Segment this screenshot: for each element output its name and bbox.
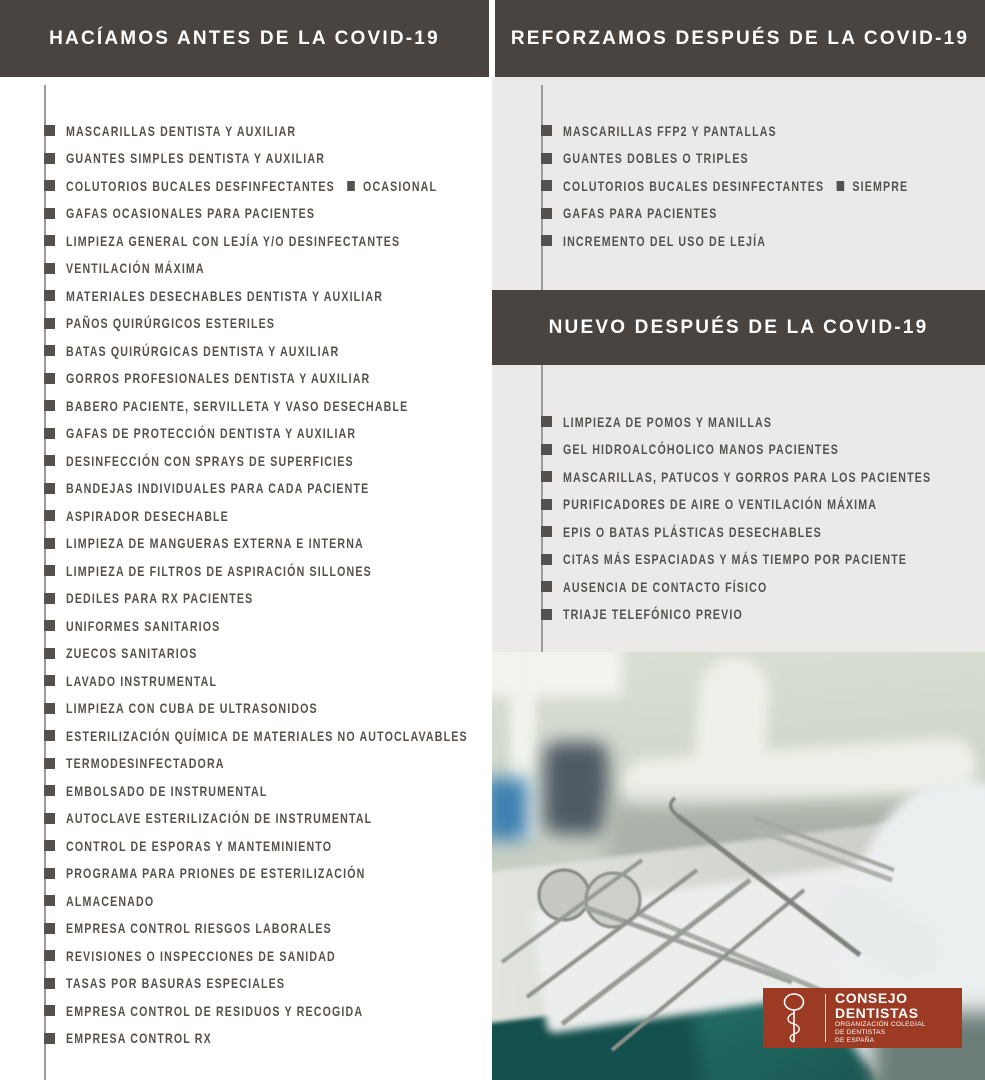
list-item-label: ZUECOS SANITARIOS [66, 645, 198, 662]
bullet-square-icon [44, 538, 55, 549]
list-item [541, 408, 985, 436]
list-item-label: MASCARILLAS, PATUCOS Y GORROS PARA LOS PACIENTES [563, 468, 932, 485]
list-item [44, 1025, 595, 1053]
header-new-label: NUEVO DESPUÉS DE LA COVID-19 [548, 316, 929, 338]
bullet-square-icon [44, 125, 55, 136]
list-item-label: EPIS O BATAS PLÁSTICAS DESECHABLES [563, 523, 822, 540]
header-new-after-covid [492, 290, 985, 365]
list-item [44, 392, 595, 420]
list-item-label: BATAS QUIRÚRGICAS DENTISTA Y AUXILIAR [66, 342, 340, 359]
list-item-label: EMPRESA CONTROL DE RESIDUOS Y RECOGIDA [66, 1002, 364, 1019]
list-item-label: GEL HIDROALCÓHOLICO MANOS PACIENTES [563, 441, 839, 458]
bullet-square-icon [44, 318, 55, 329]
bullet-square-icon [44, 153, 55, 164]
bullet-square-icon [44, 290, 55, 301]
list-item-label: GAFAS OCASIONALES PARA PACIENTES [66, 205, 316, 222]
bullet-square-icon [44, 400, 55, 411]
bullet-square-icon [541, 444, 552, 455]
list-item-label: COLUTORIOS BUCALES DESINFECTANTES [563, 177, 825, 194]
bullet-square-icon [44, 455, 55, 466]
bullet-square-icon [541, 153, 552, 164]
list-item [44, 475, 595, 503]
list-item-label: MASCARILLAS FFP2 Y PANTALLAS [563, 122, 777, 139]
reinforced-after-covid-list [541, 117, 985, 255]
frequency-tag [836, 178, 908, 194]
list-item [44, 970, 595, 998]
bullet-square-icon [44, 345, 55, 356]
list-item-label: LIMPIEZA DE POMOS Y MANILLAS [563, 413, 773, 430]
bullet-square-icon [44, 950, 55, 961]
list-item-label: GORROS PROFESIONALES DENTISTA Y AUXILIAR [66, 370, 371, 387]
list-item [541, 117, 985, 145]
list-item-label: TASAS POR BASURAS ESPECIALES [66, 975, 286, 992]
list-item-label: ASPIRADOR DESECHABLE [66, 507, 229, 524]
list-item [541, 573, 985, 601]
list-item-label: VENTILACIÓN MÁXIMA [66, 260, 205, 277]
list-item [541, 601, 985, 629]
bullet-square-icon [44, 703, 55, 714]
list-item [44, 805, 595, 833]
list-item-label: LIMPIEZA GENERAL CON LEJÍA Y/O DESINFECTANTES [66, 232, 401, 249]
logo-text [825, 990, 926, 1044]
frequency-tag [347, 178, 437, 194]
list-item-label: LIMPIEZA DE MANGUERAS EXTERNA E INTERNA [66, 535, 364, 552]
list-item [541, 436, 985, 464]
list-item [541, 463, 985, 491]
list-item-label: TRIAJE TELEFÓNICO PREVIO [563, 606, 743, 623]
bullet-square-icon [541, 581, 552, 592]
list-item [541, 227, 985, 255]
list-item-label: CITAS MÁS ESPACIADAS Y MÁS TIEMPO POR PACIENTE [563, 551, 908, 568]
list-item [44, 530, 595, 558]
list-item-label: CONTROL DE ESPORAS Y MANTEMINIENTO [66, 837, 333, 854]
list-item-label: COLUTORIOS BUCALES DESFINFECTANTES [66, 177, 335, 194]
list-item [541, 172, 985, 200]
new-after-covid-list [541, 408, 985, 628]
bullet-square-icon [541, 609, 552, 620]
before-covid-list [44, 117, 595, 1052]
list-item-label: LIMPIEZA CON CUBA DE ULTRASONIDOS [66, 700, 318, 717]
list-item [541, 491, 985, 519]
consejo-dentistas-logo [763, 988, 962, 1048]
list-item [541, 518, 985, 546]
list-item [44, 365, 595, 393]
list-item [44, 942, 595, 970]
list-item-label: TERMODESINFECTADORA [66, 755, 225, 772]
list-item-label: BANDEJAS INDIVIDUALES PARA CADA PACIENTE [66, 480, 370, 497]
list-item-label: DEDILES PARA RX PACIENTES [66, 590, 254, 607]
list-item [44, 915, 595, 943]
list-item [44, 502, 595, 530]
header-reinforced-after-covid [495, 0, 985, 77]
bullet-square-icon [44, 1033, 55, 1044]
list-item [44, 887, 595, 915]
list-item [44, 722, 595, 750]
bullet-square-icon [44, 895, 55, 906]
list-item [44, 172, 595, 200]
list-item-label: PAÑOS QUIRÚRGICOS ESTERILES [66, 315, 276, 332]
bullet-square-icon [541, 208, 552, 219]
list-item [44, 145, 595, 173]
header-before-covid-label: HACÍAMOS ANTES DE LA COVID-19 [49, 27, 440, 49]
list-item-label: GUANTES SIMPLES DENTISTA Y AUXILIAR [66, 150, 326, 167]
list-item [44, 640, 595, 668]
bullet-square-icon [44, 813, 55, 824]
logo-subtitle-line1: ORGANIZACIÓN COLEGIAL [835, 1021, 926, 1028]
list-item [44, 750, 595, 778]
bullet-square-icon [44, 263, 55, 274]
list-item-label: LAVADO INSTRUMENTAL [66, 672, 218, 689]
bullet-square-icon [44, 675, 55, 686]
list-item-label: BABERO PACIENTE, SERVILLETA Y VASO DESECHABLE [66, 397, 409, 414]
list-item-label: GAFAS DE PROTECCIÓN DENTISTA Y AUXILIAR [66, 425, 357, 442]
list-item-label: MATERIALES DESECHABLES DENTISTA Y AUXILIAR [66, 287, 384, 304]
logo-subtitle-line2: DE DENTISTAS [835, 1029, 886, 1036]
list-item-label: LIMPIEZA DE FILTROS DE ASPIRACIÓN SILLONES [66, 562, 372, 579]
list-item [44, 420, 595, 448]
list-item [44, 777, 595, 805]
list-item-label: DESINFECCIÓN CON SPRAYS DE SUPERFICIES [66, 452, 354, 469]
list-item [44, 695, 595, 723]
bullet-square-icon [44, 483, 55, 494]
list-item [541, 145, 985, 173]
list-item-label: PURIFICADORES DE AIRE O VENTILACIÓN MÁXIMA [563, 496, 878, 513]
logo-subtitle-line3: DE ESPAÑA [835, 1037, 875, 1044]
list-item [44, 612, 595, 640]
header-reinforced-label: REFORZAMOS DESPUÉS DE LA COVID-19 [510, 27, 970, 49]
bullet-square-icon [541, 526, 552, 537]
list-item-label: GAFAS PARA PACIENTES [563, 205, 718, 222]
list-item-label: INCREMENTO DEL USO DE LEJÍA [563, 232, 767, 249]
bullet-square-icon [541, 471, 552, 482]
bullet-square-icon [44, 373, 55, 384]
bullet-square-icon [44, 208, 55, 219]
bullet-square-icon [44, 730, 55, 741]
list-item [541, 546, 985, 574]
bullet-square-icon [836, 181, 844, 191]
bullet-square-icon [44, 620, 55, 631]
bullet-square-icon [541, 125, 552, 136]
logo-title-line1: CONSEJO [835, 990, 908, 1006]
frequency-tag-label: SIEMPRE [852, 177, 909, 194]
bullet-square-icon [44, 235, 55, 246]
list-item [541, 200, 985, 228]
bullet-square-icon [44, 758, 55, 769]
list-item [44, 200, 595, 228]
bullet-square-icon [541, 499, 552, 510]
bullet-square-icon [44, 978, 55, 989]
list-item-label: AUSENCIA DE CONTACTO FÍSICO [563, 578, 768, 595]
bullet-square-icon [44, 1005, 55, 1016]
asclepius-icon [763, 988, 825, 1048]
list-item-label: AUTOCLAVE ESTERILIZACIÓN DE INSTRUMENTAL [66, 810, 373, 827]
bullet-square-icon [44, 923, 55, 934]
bullet-square-icon [44, 428, 55, 439]
logo-title-line2: DENTISTAS [835, 1005, 919, 1021]
bullet-square-icon [541, 180, 552, 191]
list-item-label: EMPRESA CONTROL RIESGOS LABORALES [66, 920, 332, 937]
bullet-square-icon [44, 510, 55, 521]
list-item [44, 117, 595, 145]
list-item-label: REVISIONES O INSPECCIONES DE SANIDAD [66, 947, 336, 964]
bullet-square-icon [44, 180, 55, 191]
list-item-label: ESTERILIZACIÓN QUÍMICA DE MATERIALES NO AUTOCLAVABLES [66, 727, 468, 744]
list-item-label: ALMACENADO [66, 892, 155, 909]
bullet-square-icon [541, 416, 552, 427]
bullet-square-icon [541, 554, 552, 565]
list-item [44, 667, 595, 695]
list-item-label: GUANTES DOBLES O TRIPLES [563, 150, 749, 167]
list-item [44, 557, 595, 585]
list-item-label: UNIFORMES SANITARIOS [66, 617, 221, 634]
list-item [44, 255, 595, 283]
bullet-square-icon [44, 565, 55, 576]
list-item [44, 447, 595, 475]
list-item-label: EMPRESA CONTROL RX [66, 1030, 212, 1047]
list-item [44, 227, 595, 255]
bullet-square-icon [541, 235, 552, 246]
bullet-square-icon [44, 593, 55, 604]
bullet-square-icon [44, 868, 55, 879]
bullet-square-icon [347, 181, 355, 191]
list-item [44, 997, 595, 1025]
list-item [44, 860, 595, 888]
bullet-square-icon [44, 648, 55, 659]
bullet-square-icon [44, 840, 55, 851]
header-before-covid [0, 0, 489, 77]
list-item [44, 832, 595, 860]
list-item-label: EMBOLSADO DE INSTRUMENTAL [66, 782, 268, 799]
bullet-square-icon [44, 785, 55, 796]
frequency-tag-label: OCASIONAL [363, 177, 438, 194]
list-item-label: MASCARILLAS DENTISTA Y AUXILIAR [66, 122, 297, 139]
list-item-label: PROGRAMA PARA PRIONES DE ESTERILIZACIÓN [66, 865, 366, 882]
list-item [44, 585, 595, 613]
